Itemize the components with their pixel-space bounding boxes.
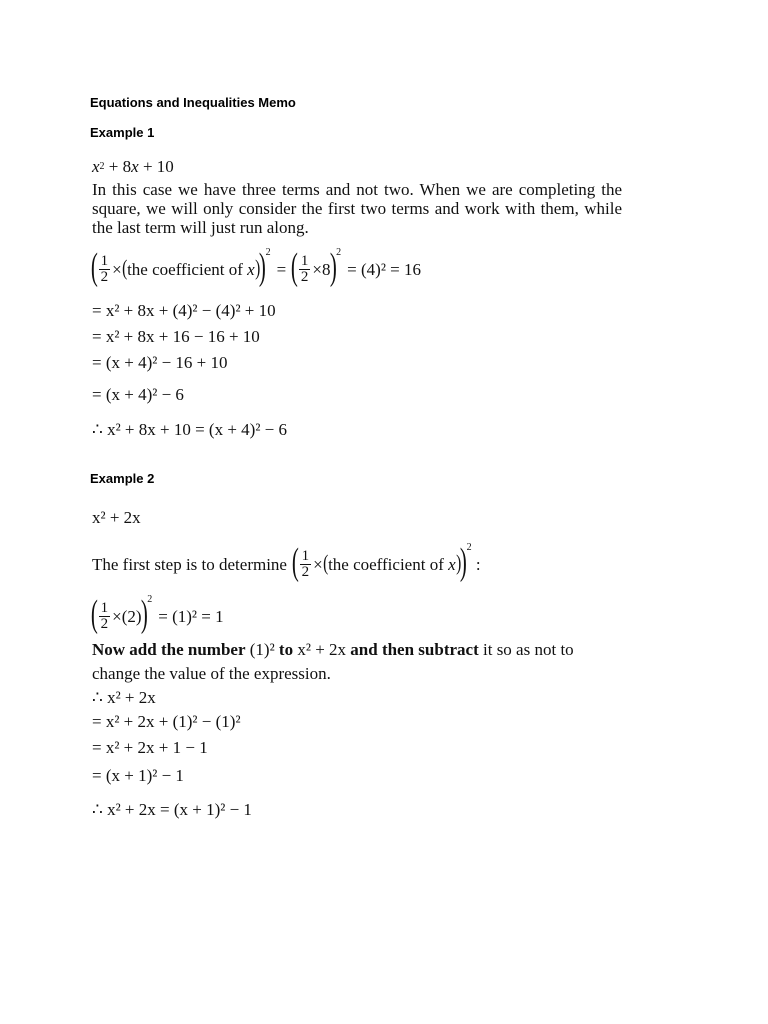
example-1-conclusion: ∴ x² + 8x + 10 = (x + 4)² − 6 <box>92 420 288 439</box>
document-title: Equations and Inequalities Memo <box>90 95 296 110</box>
example-1-heading: Example 1 <box>90 125 155 140</box>
then-subtract-text: and then subtract <box>350 640 479 659</box>
tail-text: it so as not to <box>483 640 574 659</box>
example-1-step-4: = (x + 4)² − 6 <box>92 385 184 404</box>
example-2-now-add-line <box>92 641 574 658</box>
example-2-expression: x² + 2x <box>92 508 141 527</box>
example-1-step-2: = x² + 8x + 16 − 16 + 10 <box>92 327 260 346</box>
to-word: to <box>278 640 294 659</box>
now-number: (1)² <box>249 640 275 659</box>
example-1-step-3: = (x + 4)² − 16 + 10 <box>92 353 228 372</box>
example-1-expression: x 2 + 8 x + 10 <box>92 157 174 176</box>
example-1-step-1: = x² + 8x + (4)² − (4)² + 10 <box>92 301 276 320</box>
first-step-text: The first step is to determine <box>92 554 287 574</box>
example-2-conclusion: ∴ x² + 2x = (x + 1)² − 1 <box>92 800 252 819</box>
example-2-half-line: ( $\frac{1}{2}$ ×(2) ) 2 = (1)² = 1 <box>90 593 224 635</box>
half-result-2: = (1)² = 1 <box>158 606 224 626</box>
example-2-step-1: ∴ x² + 2x <box>92 688 156 707</box>
coefficient-label: the coefficient of <box>127 259 243 279</box>
example-2-step-3: = x² + 2x + 1 − 1 <box>92 738 208 757</box>
half-times-two: ×(2) <box>112 606 142 626</box>
half-result: = (4)² = 16 <box>347 259 421 279</box>
half-times-eight: ×8 <box>312 259 331 279</box>
example-2-first-step: The first step is to determine ( $\frac{1}{2}$ × ( the coefficient of x ) ) 2 : <box>92 541 481 583</box>
example-2-step-4: = (x + 1)² − 1 <box>92 766 184 785</box>
coefficient-label-2: the coefficient of <box>328 554 444 574</box>
example-1-half-coefficient-line: ( $\frac{1}{2}$ × ( the coefficient of x ) ) 2 = ( $\frac{1}{2}$ ×8 ) 2 = (4)² = 16 <box>90 246 421 288</box>
example-2-heading: Example 2 <box>90 471 155 486</box>
example-2-continuation: change the value of the expression. <box>92 664 331 683</box>
now-add-text: Now add the number <box>92 640 246 659</box>
example-2-step-2: = x² + 2x + (1)² − (1)² <box>92 712 241 731</box>
to-expression: x² + 2x <box>297 640 347 659</box>
example-1-paragraph: In this case we have three terms and not two. When we are completing the square, we will only consider the first two terms and work with them, while the last term will just run along. <box>92 180 622 237</box>
